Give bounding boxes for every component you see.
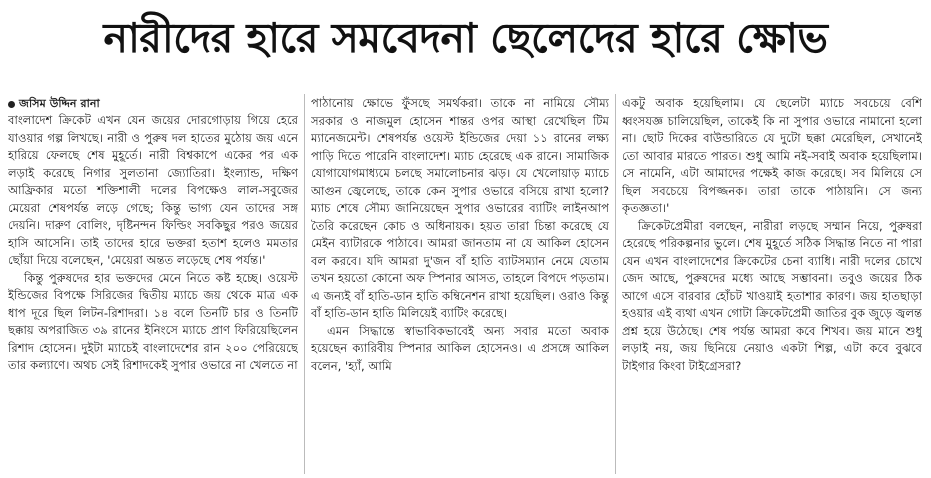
article-column-1 — [8, 112, 298, 472]
article-headline: নারীদের হারে সমবেদনা ছেলেদের হারে ক্ষোভ — [103, 13, 828, 62]
paragraph: ক্রিকেটপ্রেমীরা বলছেন, নারীরা লড়ছে সম্মান নিয়ে, পুরুষরা হেরেছে পরিকল্পনার ভুলে। শেষ মুহূর্তে সঠিক সিদ্ধান্ত নিতে না পারা যেন এখন বাংলাদেশের ক্রিকেটের চেনা ব্যাধি। নারী দলের চোখে জেদ আছে, পুরুষদের মধ্যে আছে সম্ভাবনা। তবুও জয়ের ঠিক আগে এসে বারবার হোঁচট খাওয়াই হতাশার কারণ। জয় হাতছাড়া হওয়ার এই ব্যথা এখন গোটা ক্রিকেটপ্রেমী জাতির বুক জুড়ে জ্বলন্ত প্রশ্ন হয়ে উঠেছে। শেষ পর্যন্ত আমরা কবে শিখব। জয় মানে শুধু লড়াই নয়, জয় ছিনিয়ে নেয়াও একটা শিল্প, এটা কবে বুঝবে টাইগার কিংবা টাইগ্রেসরা? — [622, 218, 922, 373]
paragraph: কিন্তু পুরুষদের হার ভক্তদের মেনে নিতে কষ্ট হচ্ছে। ওয়েস্ট ইন্ডিজের বিপক্ষে সিরিজের দ্বিতীয় ম্যাচে জয় থেকে মাত্র এক ধাপ দূরে ছিল লিটন-রিশাদরা। ১৪ বলে তিনটি চার ও তিনটি ছক্কায় অপরাজিত ৩৯ রানের ইনিংসে ম্যাচে প্রাণ ফিরিয়েছিলেন রিশাদ হোসেন। দুইটা ম্যাচেই বাংলাদেশের রান ২০০ পেরিয়েছে তার কল্যাণে। অথচ সেই রিশাদকেই সুপার ওভারে না খেলতে না — [8, 270, 298, 372]
article-column-3 — [622, 95, 922, 475]
author-name: জসিম উদ্দিন রানা — [19, 97, 100, 110]
paragraph: পাঠানোয় ক্ষোভে ফুঁসছে সমর্থকরা। তাকে না নামিয়ে সৌম্য সরকার ও নাজমুল হোসেন শান্তর ওপর আস্থা রেখেছিল টিম ম্যানেজমেন্ট। শেষপর্যন্ত ওয়েস্ট ইন্ডিজের দেয়া ১১ রানের লক্ষ্য পাড়ি দিতে পারেনি বাংলাদেশ। ম্যাচ হেরেছে এক রানে। সামাজিক যোগাযোগমাধ্যমে চলছে সমালোচনার ঝড়। যে খেলোয়াড় ম্যাচে আগুন জ্বেলেছে, তাকে কেন সুপার ওভারে বসিয়ে রাখা হলো? ম্যাচ শেষে সৌম্য জানিয়েছেন সুপার ওভারের ব্যাটিং লাইনআপ তৈরি করেছেন কোচ ও অধিনায়ক। হয়ত তারা চিন্তা করেছে যে মেইন ব্যাটারকে পাঠাবে। আমরা জানতাম না যে আকিল হোসেন বল করবে। যদি আমরা দু'জন বাঁ হাতি ব্যাটসম্যান নেমে যেতাম তখন হয়তো কোনো অফ স্পিনার আসত, তাহলে বিপদে পড়তাম। এ জন্যই বাঁ হাতি-ডান হাতি কম্বিনেশন রাখা হয়েছিল। ওরাও কিন্তু বাঁ হাতি-ডান হাতি মিলিয়েই ব্যাটিং করেছে। — [311, 96, 609, 320]
paragraph: একটু অবাক হয়েছিলাম। যে ছেলেটা ম্যাচে সবচেয়ে বেশি ধ্বংসযজ্ঞ চালিয়েছিল, তাকেই কি না সুপার ওভারে নামানো হলো না। ছোট দিকের বাউন্ডারিতে যে দুটো ছক্কা মেরেছিল, সেখানেই তো আবার মারতে পারত। শুধু আমি নই-সবাই অবাক হয়েছিলাম। সে নামেনি, এটা আমাদের পক্ষেই কাজ করেছে। সব মিলিয়ে সে ছিল সবচেয়ে বিপজ্জনক। তারা তাকে পাঠায়নি। সে জন্য কৃতজ্ঞতা।' — [622, 96, 922, 215]
column-divider — [304, 94, 305, 474]
column-divider — [615, 94, 616, 474]
article-column-2 — [311, 95, 609, 475]
paragraph: এমন সিদ্ধান্তে স্বাভাবিকভাবেই অন্য সবার মতো অবাক হয়েছেন ক্যারিবীয় স্পিনার আকিল হোসেনও। এ প্রসঙ্গে আকিল বলেন, 'হ্যাঁ, আমি — [311, 323, 609, 373]
paragraph: বাংলাদেশ ক্রিকেট এখন যেন জয়ের দোরগোড়ায় গিয়ে হেরে যাওয়ার গল্প লিখছে। নারী ও পুরুষ দল হাতের মুঠোয় জয় এনে হারিয়ে ফেলছে শেষ মুহূর্তে। নারী বিশ্বকাপে একের পর এক লড়াই করেছে নিগার সুলতানা জ্যোতিরা। ইংল্যান্ড, দক্ষিণ আফ্রিকার মতো শক্তিশালী দলের বিপক্ষেও লাল-সবুজের মেয়েরা শেষপর্যন্ত লড়ে গেছে; কিন্তু ভাগ্য যেন তাদের সঙ্গ দেয়নি। দারুণ বোলিং, দৃষ্টিনন্দন ফিল্ডিং সবকিছুর পরও জয়ের হাসি আসেনি। তাই তাদের হারে ভক্তরা হতাশ হলেও মমতার ছোঁয়া দিয়ে বলেছেন, 'মেয়েরা অন্তত লড়েছে শেষ পর্যন্ত।' — [8, 113, 298, 267]
bullet-icon — [8, 101, 15, 108]
